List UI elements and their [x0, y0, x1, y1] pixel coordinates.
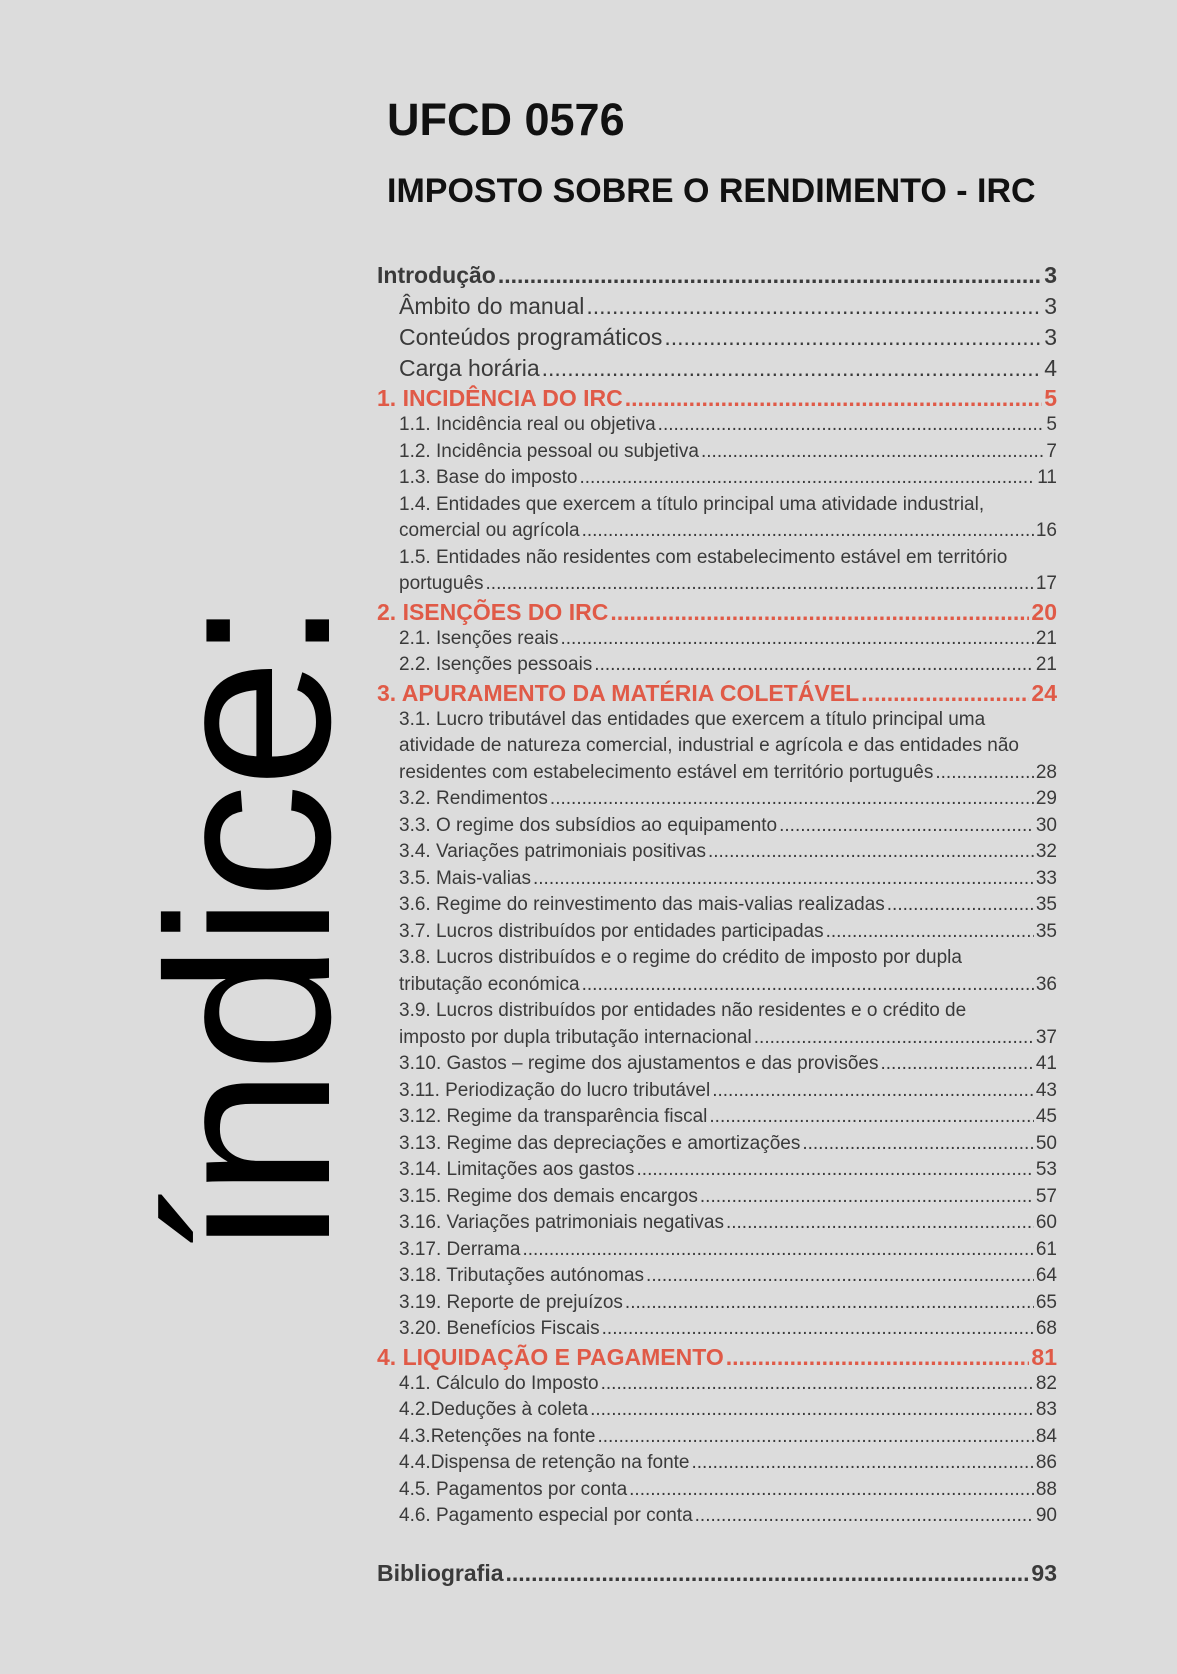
toc-entry-1-5-line1[interactable]: 1.5. Entidades não residentes com estabelecimento estável em território: [399, 546, 1008, 568]
toc-entry-title: Introdução: [377, 262, 496, 288]
toc-entry-3-5[interactable]: [377, 866, 1057, 893]
toc-entry-title: comercial ou agrícola: [399, 520, 580, 541]
toc-entry-title: 3.20. Benefícios Fiscais: [399, 1318, 600, 1339]
toc-entry-3-1-line1[interactable]: 3.1. Lucro tributável das entidades que exercem a título principal uma: [399, 708, 986, 730]
toc-entry-page: 83: [1035, 1399, 1057, 1420]
dot-leader: [935, 760, 1033, 787]
toc-chapter-title: 2. ISENÇÕES DO IRC: [377, 598, 609, 625]
dot-leader: [506, 1558, 1030, 1589]
toc-entry-title: 3.4. Variações patrimoniais positivas: [399, 841, 706, 862]
dot-leader: [601, 1371, 1034, 1398]
toc-entry-introducao[interactable]: [377, 260, 1057, 291]
toc-entry-3-18[interactable]: [377, 1263, 1057, 1290]
dot-leader: [691, 1450, 1033, 1477]
toc-entry-1-5[interactable]: [377, 571, 1057, 598]
toc-chapter-3[interactable]: [377, 679, 1057, 707]
toc-entry-3-17[interactable]: [377, 1237, 1057, 1264]
dot-leader: [754, 1025, 1034, 1052]
toc-chapter-page: 5: [1044, 385, 1057, 411]
toc-entry-title: 3.16. Variações patrimoniais negativas: [399, 1212, 724, 1233]
dot-leader: [826, 919, 1034, 946]
dot-leader: [712, 1078, 1034, 1105]
toc-entry-title: 1.3. Base do imposto: [399, 467, 578, 488]
dot-leader: [580, 465, 1036, 492]
toc-entry-bibliografia[interactable]: [377, 1558, 1057, 1589]
dot-leader: [726, 1210, 1034, 1237]
toc-entry-2-2[interactable]: [377, 652, 1057, 679]
dot-leader: [522, 1237, 1033, 1264]
toc-entry-page: 64: [1035, 1265, 1057, 1286]
toc-entry-3-9-line1[interactable]: 3.9. Lucros distribuídos por entidades não residentes e o crédito de: [399, 1000, 967, 1021]
toc-entry-title: 3.6. Regime do reinvestimento das mais-valias realizadas: [399, 894, 885, 915]
toc-entry-page: 84: [1035, 1425, 1057, 1447]
dot-leader: [597, 1424, 1033, 1451]
toc-chapter-title: 1. INCIDÊNCIA DO IRC: [377, 385, 623, 411]
toc-entry-page: 11: [1037, 467, 1057, 488]
dot-leader: [880, 1051, 1033, 1078]
toc-entry-page: 28: [1035, 761, 1057, 783]
toc-entry-page: 35: [1035, 920, 1057, 942]
toc-entry-page: 32: [1035, 841, 1057, 862]
toc-entry-3-8-line1[interactable]: 3.8. Lucros distribuídos e o regime do crédito de imposto por dupla: [399, 947, 962, 968]
dot-leader: [708, 839, 1034, 866]
toc-entry-3-19[interactable]: [377, 1290, 1057, 1317]
toc-chapter-page: 24: [1031, 679, 1057, 706]
toc-entry-4-5[interactable]: [377, 1477, 1057, 1504]
toc-entry-4-4[interactable]: [377, 1450, 1057, 1477]
dot-leader: [695, 1503, 1034, 1530]
toc-entry-title: 2.1. Isenções reais: [399, 627, 559, 649]
toc-entry-3-6[interactable]: [377, 892, 1057, 919]
toc-entry-page: 65: [1035, 1291, 1057, 1313]
toc-entry-page: 82: [1035, 1372, 1057, 1394]
toc-entry-title: residentes com estabelecimento estável em território português: [399, 761, 934, 783]
dot-leader: [560, 626, 1033, 653]
toc-entry-page: 43: [1035, 1079, 1057, 1101]
toc-entry-page: 61: [1035, 1238, 1057, 1260]
toc-entry-page: 4: [1044, 355, 1057, 381]
dot-leader: [586, 291, 1042, 322]
toc-entry-title: 4.6. Pagamento especial por conta: [399, 1505, 693, 1526]
toc-entry-page: 45: [1035, 1106, 1057, 1127]
toc-entry-page: 37: [1035, 1026, 1057, 1048]
toc-entry-page: 53: [1035, 1159, 1057, 1180]
toc-entry-3-16[interactable]: [377, 1210, 1057, 1237]
toc-entry-title: 3.7. Lucros distribuídos por entidades participadas: [399, 920, 824, 942]
toc-entry-page: 3: [1044, 293, 1057, 319]
toc-entry-4-6[interactable]: [377, 1503, 1057, 1530]
toc-entry-title: 3.10. Gastos – regime dos ajustamentos e das provisões: [399, 1053, 879, 1074]
toc-entry-title: imposto por dupla tributação internacional: [399, 1026, 752, 1048]
toc-chapter-2[interactable]: [377, 598, 1057, 626]
toc-entry-page: 36: [1035, 973, 1057, 995]
toc-entry-title: 4.5. Pagamentos por conta: [399, 1478, 628, 1500]
dot-leader: [701, 439, 1044, 466]
dot-leader: [582, 972, 1034, 999]
toc-entry-4-2[interactable]: [377, 1397, 1057, 1424]
toc-entry-1-3[interactable]: [377, 465, 1057, 492]
dot-leader: [664, 322, 1042, 353]
toc-entry-1-4-line1[interactable]: 1.4. Entidades que exercem a título principal uma atividade industrial,: [399, 493, 985, 515]
toc-entry-1-2[interactable]: [377, 439, 1057, 466]
dot-leader: [498, 260, 1042, 291]
toc-entry-title: 3.15. Regime dos demais encargos: [399, 1185, 698, 1207]
toc-entry-4-1[interactable]: [377, 1371, 1057, 1398]
dot-leader: [533, 866, 1034, 893]
course-subtitle: IMPOSTO SOBRE O RENDIMENTO - IRC: [387, 172, 1036, 210]
toc-entry-title: tributação económica: [399, 973, 580, 995]
dot-leader: [629, 1477, 1034, 1504]
dot-leader: [709, 1104, 1033, 1131]
toc-entry-page: 41: [1035, 1053, 1057, 1074]
dot-leader: [542, 353, 1043, 384]
toc-entry-3-20[interactable]: [377, 1316, 1057, 1343]
toc-entry-page: 30: [1035, 814, 1057, 836]
toc-chapter-title: 3. APURAMENTO DA MATÉRIA COLETÁVEL: [377, 679, 860, 706]
toc-entry-page: 7: [1046, 440, 1057, 462]
toc-entry-title: 3.14. Limitações aos gastos: [399, 1159, 635, 1180]
toc-entry-title: 3.11. Periodização do lucro tributável: [399, 1079, 711, 1101]
toc-chapter-1[interactable]: [377, 384, 1057, 412]
dot-leader: [637, 1157, 1034, 1184]
toc-entry-1-1[interactable]: [377, 412, 1057, 439]
toc-entry-3-3[interactable]: [377, 813, 1057, 840]
toc-entry-1-4[interactable]: [377, 518, 1057, 545]
side-title-text: índice:: [120, 602, 379, 1258]
dot-leader: [887, 892, 1034, 919]
dot-leader: [582, 518, 1034, 545]
toc-entry-3-8[interactable]: [377, 972, 1057, 999]
toc-entry-3-13[interactable]: [377, 1131, 1057, 1158]
dot-leader: [625, 384, 1042, 412]
toc-entry-page: 21: [1035, 627, 1057, 649]
toc-entry-page: 68: [1035, 1318, 1057, 1339]
toc-entry-title: 4.4.Dispensa de retenção na fonte: [399, 1452, 690, 1473]
toc-entry-page: 17: [1035, 573, 1057, 594]
dot-leader: [779, 813, 1034, 840]
toc-entry-page: 3: [1044, 262, 1057, 288]
toc-entry-3-15[interactable]: [377, 1184, 1057, 1211]
toc-entry-page: 60: [1035, 1212, 1057, 1233]
toc-entry-page: 33: [1035, 867, 1057, 889]
toc-entry-title: 3.13. Regime das depreciações e amortizações: [399, 1132, 801, 1154]
toc-entry-3-11[interactable]: [377, 1078, 1057, 1105]
toc-entry-title: 3.2. Rendimentos: [399, 788, 548, 809]
toc-entry-title: Âmbito do manual: [399, 293, 585, 319]
toc-entry-title: 3.5. Mais-valias: [399, 867, 531, 889]
toc-entry-title: 4.1. Cálculo do Imposto: [399, 1372, 599, 1394]
toc-chapter-4[interactable]: [377, 1343, 1057, 1371]
toc-entry-page: 3: [1044, 324, 1057, 350]
toc-entry-2-1[interactable]: [377, 626, 1057, 653]
toc-entry-page: 93: [1031, 1559, 1057, 1586]
toc-entry-3-7[interactable]: [377, 919, 1057, 946]
toc-entry-title: Bibliografia: [377, 1559, 504, 1586]
dot-leader: [625, 1290, 1034, 1317]
toc-chapter-page: 20: [1031, 598, 1057, 625]
toc-entry-title: 3.3. O regime dos subsídios ao equipamento: [399, 814, 778, 836]
toc-entry-page: 21: [1035, 654, 1057, 675]
toc-entry-title: 2.2. Isenções pessoais: [399, 654, 593, 675]
spacer: [377, 1530, 1057, 1558]
toc-entry-3-10[interactable]: [377, 1051, 1057, 1078]
toc-entry-page: 35: [1035, 894, 1057, 915]
dot-leader: [610, 598, 1029, 626]
toc-entry-ambito[interactable]: [377, 291, 1057, 322]
toc-entry-page: 57: [1035, 1185, 1057, 1207]
toc-entry-3-14[interactable]: [377, 1157, 1057, 1184]
toc-entry-title: 3.12. Regime da transparência fiscal: [399, 1106, 708, 1127]
dot-leader: [602, 1316, 1034, 1343]
toc-entry-title: 4.3.Retenções na fonte: [399, 1425, 596, 1447]
toc-entry-title: 3.17. Derrama: [399, 1238, 521, 1260]
dot-leader: [486, 571, 1034, 598]
dot-leader: [726, 1343, 1030, 1371]
toc-entry-title: 4.2.Deduções à coleta: [399, 1399, 589, 1420]
dot-leader: [700, 1184, 1034, 1211]
course-code: UFCD 0576: [387, 94, 625, 145]
toc-entry-page: 88: [1035, 1478, 1057, 1500]
toc-entry-title: 1.1. Incidência real ou objetiva: [399, 414, 656, 435]
toc-entry-3-1[interactable]: [377, 760, 1057, 787]
toc-entry-title: 3.18. Tributações autónomas: [399, 1265, 645, 1286]
toc-entry-title: 1.2. Incidência pessoal ou subjetiva: [399, 440, 699, 462]
toc-entry-title: Conteúdos programáticos: [399, 324, 663, 350]
toc-entry-3-9[interactable]: [377, 1025, 1057, 1052]
dot-leader: [590, 1397, 1034, 1424]
toc-entry-page: 50: [1035, 1132, 1057, 1154]
dot-leader: [861, 679, 1029, 707]
toc-entry-3-1-line2[interactable]: atividade de natureza comercial, industrial e agrícola e das entidades não: [399, 735, 1019, 756]
toc-entry-page: 16: [1035, 520, 1057, 541]
toc-entry-title: português: [399, 573, 484, 594]
toc-entry-3-2[interactable]: [377, 786, 1057, 813]
dot-leader: [658, 412, 1045, 439]
toc-entry-page: 90: [1035, 1505, 1057, 1526]
toc-entry-page: 29: [1035, 788, 1057, 809]
toc-chapter-title: 4. LIQUIDAÇÃO E PAGAMENTO: [377, 1343, 724, 1370]
dot-leader: [594, 652, 1034, 679]
toc-entry-3-4[interactable]: [377, 839, 1057, 866]
toc-entry-carga[interactable]: [377, 353, 1057, 384]
toc-entry-page: 86: [1035, 1452, 1057, 1473]
toc-entry-conteudos[interactable]: [377, 322, 1057, 353]
toc-chapter-page: 81: [1031, 1343, 1057, 1370]
toc-entry-title: Carga horária: [399, 355, 540, 381]
toc-entry-3-12[interactable]: [377, 1104, 1057, 1131]
toc-entry-title: 3.19. Reporte de prejuízos: [399, 1291, 623, 1313]
dot-leader: [646, 1263, 1034, 1290]
dot-leader: [550, 786, 1034, 813]
toc-entry-page: 5: [1046, 414, 1057, 435]
table-of-contents: [377, 260, 1057, 1589]
dot-leader: [802, 1131, 1034, 1158]
toc-entry-4-3[interactable]: [377, 1424, 1057, 1451]
